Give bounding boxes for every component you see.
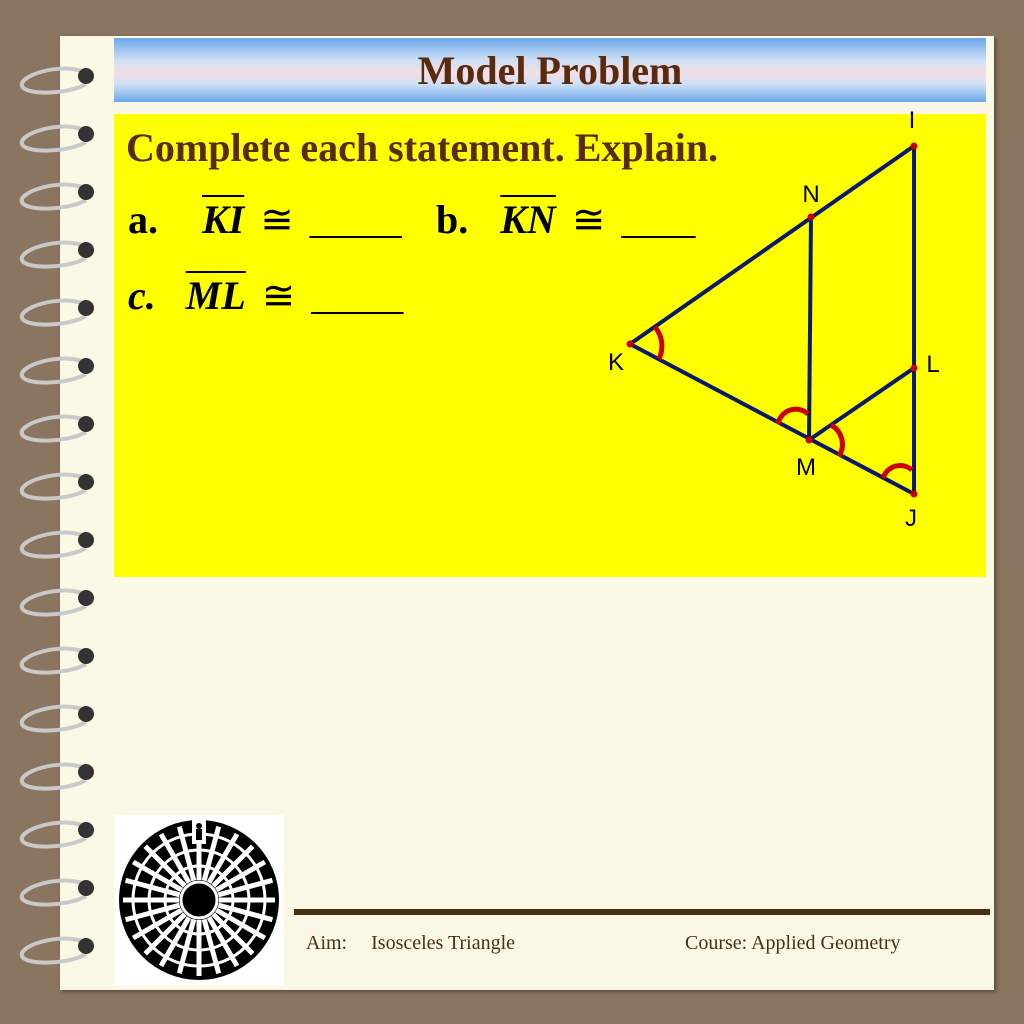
spiral-ring (22, 823, 86, 847)
spiral-ring (22, 243, 86, 267)
angle-mark-M-left (778, 409, 808, 424)
maze-logo (114, 815, 284, 985)
spiral-ring (22, 881, 86, 905)
spiral-ring (22, 475, 86, 499)
spiral-binding (0, 40, 110, 980)
statement-b-label: b. (436, 197, 469, 242)
page-title: Model Problem (417, 47, 683, 93)
binding-hole (78, 242, 94, 258)
segment-ML (809, 368, 914, 440)
spiral-ring (22, 939, 86, 963)
spiral-ring (22, 185, 86, 209)
spiral-ring (22, 301, 86, 325)
problem-heading: Complete each statement. Explain. (126, 125, 719, 170)
binding-hole (78, 532, 94, 548)
point-I (911, 143, 918, 150)
footer-rule (294, 909, 990, 915)
statement-a-segment: $\overline{KI}$ (202, 197, 245, 242)
point-K (627, 341, 634, 348)
binding-hole (78, 474, 94, 490)
spiral-ring (22, 765, 86, 789)
footer-aim-text: Isosceles Triangle (371, 932, 516, 954)
binding-hole (78, 300, 94, 316)
label-I: I (908, 108, 916, 134)
statement-b-blank: ____ (621, 197, 694, 242)
binding-hole (78, 938, 94, 954)
statement-c-segment: $\overline{ML}$ (185, 273, 246, 318)
statement-a-blank: _____ (309, 197, 400, 242)
binding-hole (78, 880, 94, 896)
binding-hole (78, 126, 94, 142)
segment-KI (630, 146, 914, 344)
angle-mark-K (655, 327, 662, 359)
binding-hole (78, 764, 94, 780)
spiral-ring (22, 417, 86, 441)
binding-hole (78, 648, 94, 664)
statement-c (128, 272, 401, 319)
spiral-ring (22, 359, 86, 383)
footer-aim (306, 932, 515, 955)
binding-hole (78, 706, 94, 722)
footer-aim-label: Aim: (306, 932, 348, 954)
angle-mark-J (883, 466, 912, 478)
spiral-ring (22, 707, 86, 731)
binding-hole (78, 184, 94, 200)
statement-a-congruent: ≅ (260, 197, 294, 242)
point-N (808, 214, 815, 221)
statement-a (128, 196, 400, 243)
label-K: K (607, 349, 625, 376)
binding-hole (78, 358, 94, 374)
title-bar (114, 38, 986, 102)
label-N: N (802, 181, 820, 208)
spiral-ring (22, 649, 86, 673)
statement-c-congruent: ≅ (261, 273, 296, 318)
footer-course: Course: Applied Geometry (685, 932, 901, 954)
segment-KJ (630, 344, 914, 494)
binding-hole (78, 590, 94, 606)
binding-hole (78, 416, 94, 432)
segment-NM (809, 217, 811, 440)
binding-hole (78, 822, 94, 838)
man-in-the-maze-icon (114, 815, 284, 985)
binding-hole (78, 68, 94, 84)
statement-b-segment: $\overline{KN}$ (500, 197, 556, 242)
statement-b-congruent: ≅ (571, 197, 606, 242)
label-L: L (926, 351, 940, 378)
point-J (911, 491, 918, 498)
label-M: M (796, 454, 816, 481)
spiral-ring (22, 533, 86, 557)
spiral-ring (22, 69, 86, 93)
statement-a-label: a. (128, 197, 158, 242)
point-L (911, 365, 918, 372)
spiral-ring (22, 127, 86, 151)
spiral-ring (22, 591, 86, 615)
label-J: J (905, 505, 917, 532)
statement-c-label: c. (128, 273, 156, 318)
statement-c-blank: _____ (311, 273, 402, 318)
point-M (806, 437, 813, 444)
triangle-diagram (590, 108, 970, 538)
